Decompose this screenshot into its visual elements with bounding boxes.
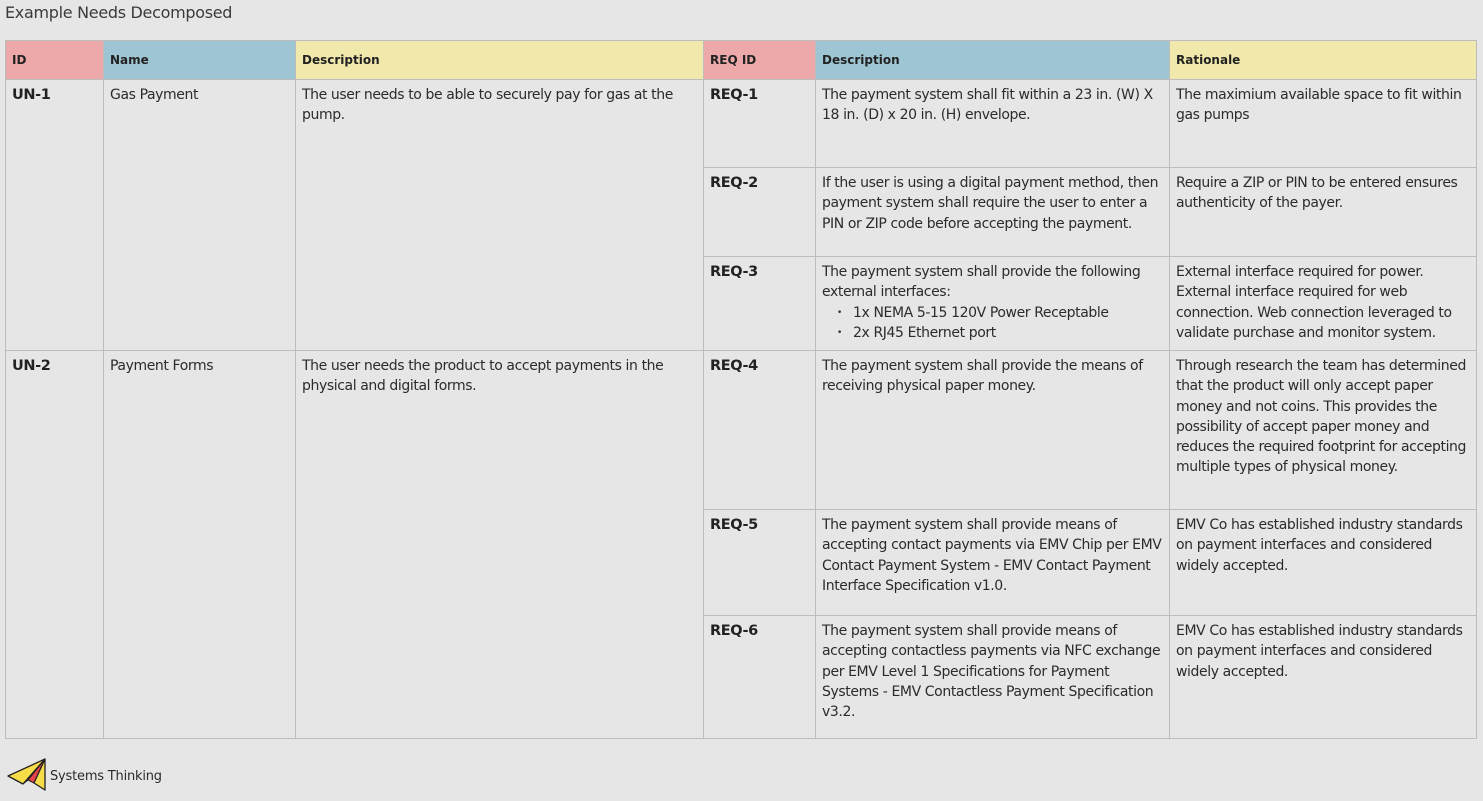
need-name: Payment Forms bbox=[104, 351, 296, 739]
table-header-row bbox=[6, 41, 1477, 80]
header-name: Name bbox=[104, 41, 296, 80]
req-id: REQ-1 bbox=[704, 80, 816, 168]
brand-label: Systems Thinking bbox=[50, 768, 162, 784]
header-description: Description bbox=[296, 41, 704, 80]
req-description: The payment system shall provide the means of receiving physical paper money. bbox=[816, 351, 1170, 510]
paper-plane-icon bbox=[7, 757, 47, 795]
req-description: If the user is using a digital payment method, then payment system shall require the user to enter a PIN or ZIP code before accepting the payment. bbox=[816, 168, 1170, 257]
req-rationale: The maximium available space to fit within gas pumps bbox=[1170, 80, 1477, 168]
req-rationale: External interface required for power. External interface required for web connection. Web connection leveraged to validate purchase and monitor system. bbox=[1170, 257, 1477, 351]
req-id: REQ-5 bbox=[704, 510, 816, 616]
req-description: The payment system shall provide the following external interfaces: bbox=[822, 264, 1141, 301]
need-description: The user needs the product to accept payments in the physical and digital forms. bbox=[296, 351, 704, 739]
table-row bbox=[6, 351, 1477, 510]
need-id: UN-2 bbox=[6, 351, 104, 739]
header-req-id: REQ ID bbox=[704, 41, 816, 80]
header-id: ID bbox=[6, 41, 104, 80]
req-rationale: Require a ZIP or PIN to be entered ensures authenticity of the payer. bbox=[1170, 168, 1477, 257]
page-title: Example Needs Decomposed bbox=[5, 3, 233, 22]
req-description-with-list bbox=[816, 257, 1170, 351]
req-rationale: EMV Co has established industry standards on payment interfaces and considered widely accepted. bbox=[1170, 510, 1477, 616]
req-id: REQ-2 bbox=[704, 168, 816, 257]
interface-list bbox=[822, 303, 1163, 344]
req-id: REQ-4 bbox=[704, 351, 816, 510]
req-id: REQ-6 bbox=[704, 616, 816, 739]
need-id: UN-1 bbox=[6, 80, 104, 351]
header-req-description: Description bbox=[816, 41, 1170, 80]
req-description: The payment system shall provide means of accepting contact payments via EMV Chip per EMV Contact Payment System - EMV Contact Payment Interface Specification v1.0. bbox=[816, 510, 1170, 616]
needs-decomposition-table bbox=[5, 40, 1477, 739]
req-rationale: EMV Co has established industry standards on payment interfaces and considered widely accepted. bbox=[1170, 616, 1477, 739]
table-row bbox=[6, 80, 1477, 168]
req-id: REQ-3 bbox=[704, 257, 816, 351]
req-description: The payment system shall provide means of accepting contactless payments via NFC exchange per EMV Level 1 Specifications for Payment Systems - EMV Contactless Payment Specification v3.2. bbox=[816, 616, 1170, 739]
list-item: • 1x NEMA 5-15 120V Power Receptable bbox=[835, 303, 1163, 323]
footer-branding bbox=[7, 757, 162, 795]
req-rationale: Through research the team has determined that the product will only accept paper money and not coins. This provides the possibility of accept paper money and reduces the required footprint for accepting multiple types of physical money. bbox=[1170, 351, 1477, 510]
need-name: Gas Payment bbox=[104, 80, 296, 351]
list-item: • 2x RJ45 Ethernet port bbox=[835, 323, 1163, 343]
header-rationale: Rationale bbox=[1170, 41, 1477, 80]
need-description: The user needs to be able to securely pay for gas at the pump. bbox=[296, 80, 704, 351]
req-description: The payment system shall fit within a 23 in. (W) X 18 in. (D) x 20 in. (H) envelope. bbox=[816, 80, 1170, 168]
